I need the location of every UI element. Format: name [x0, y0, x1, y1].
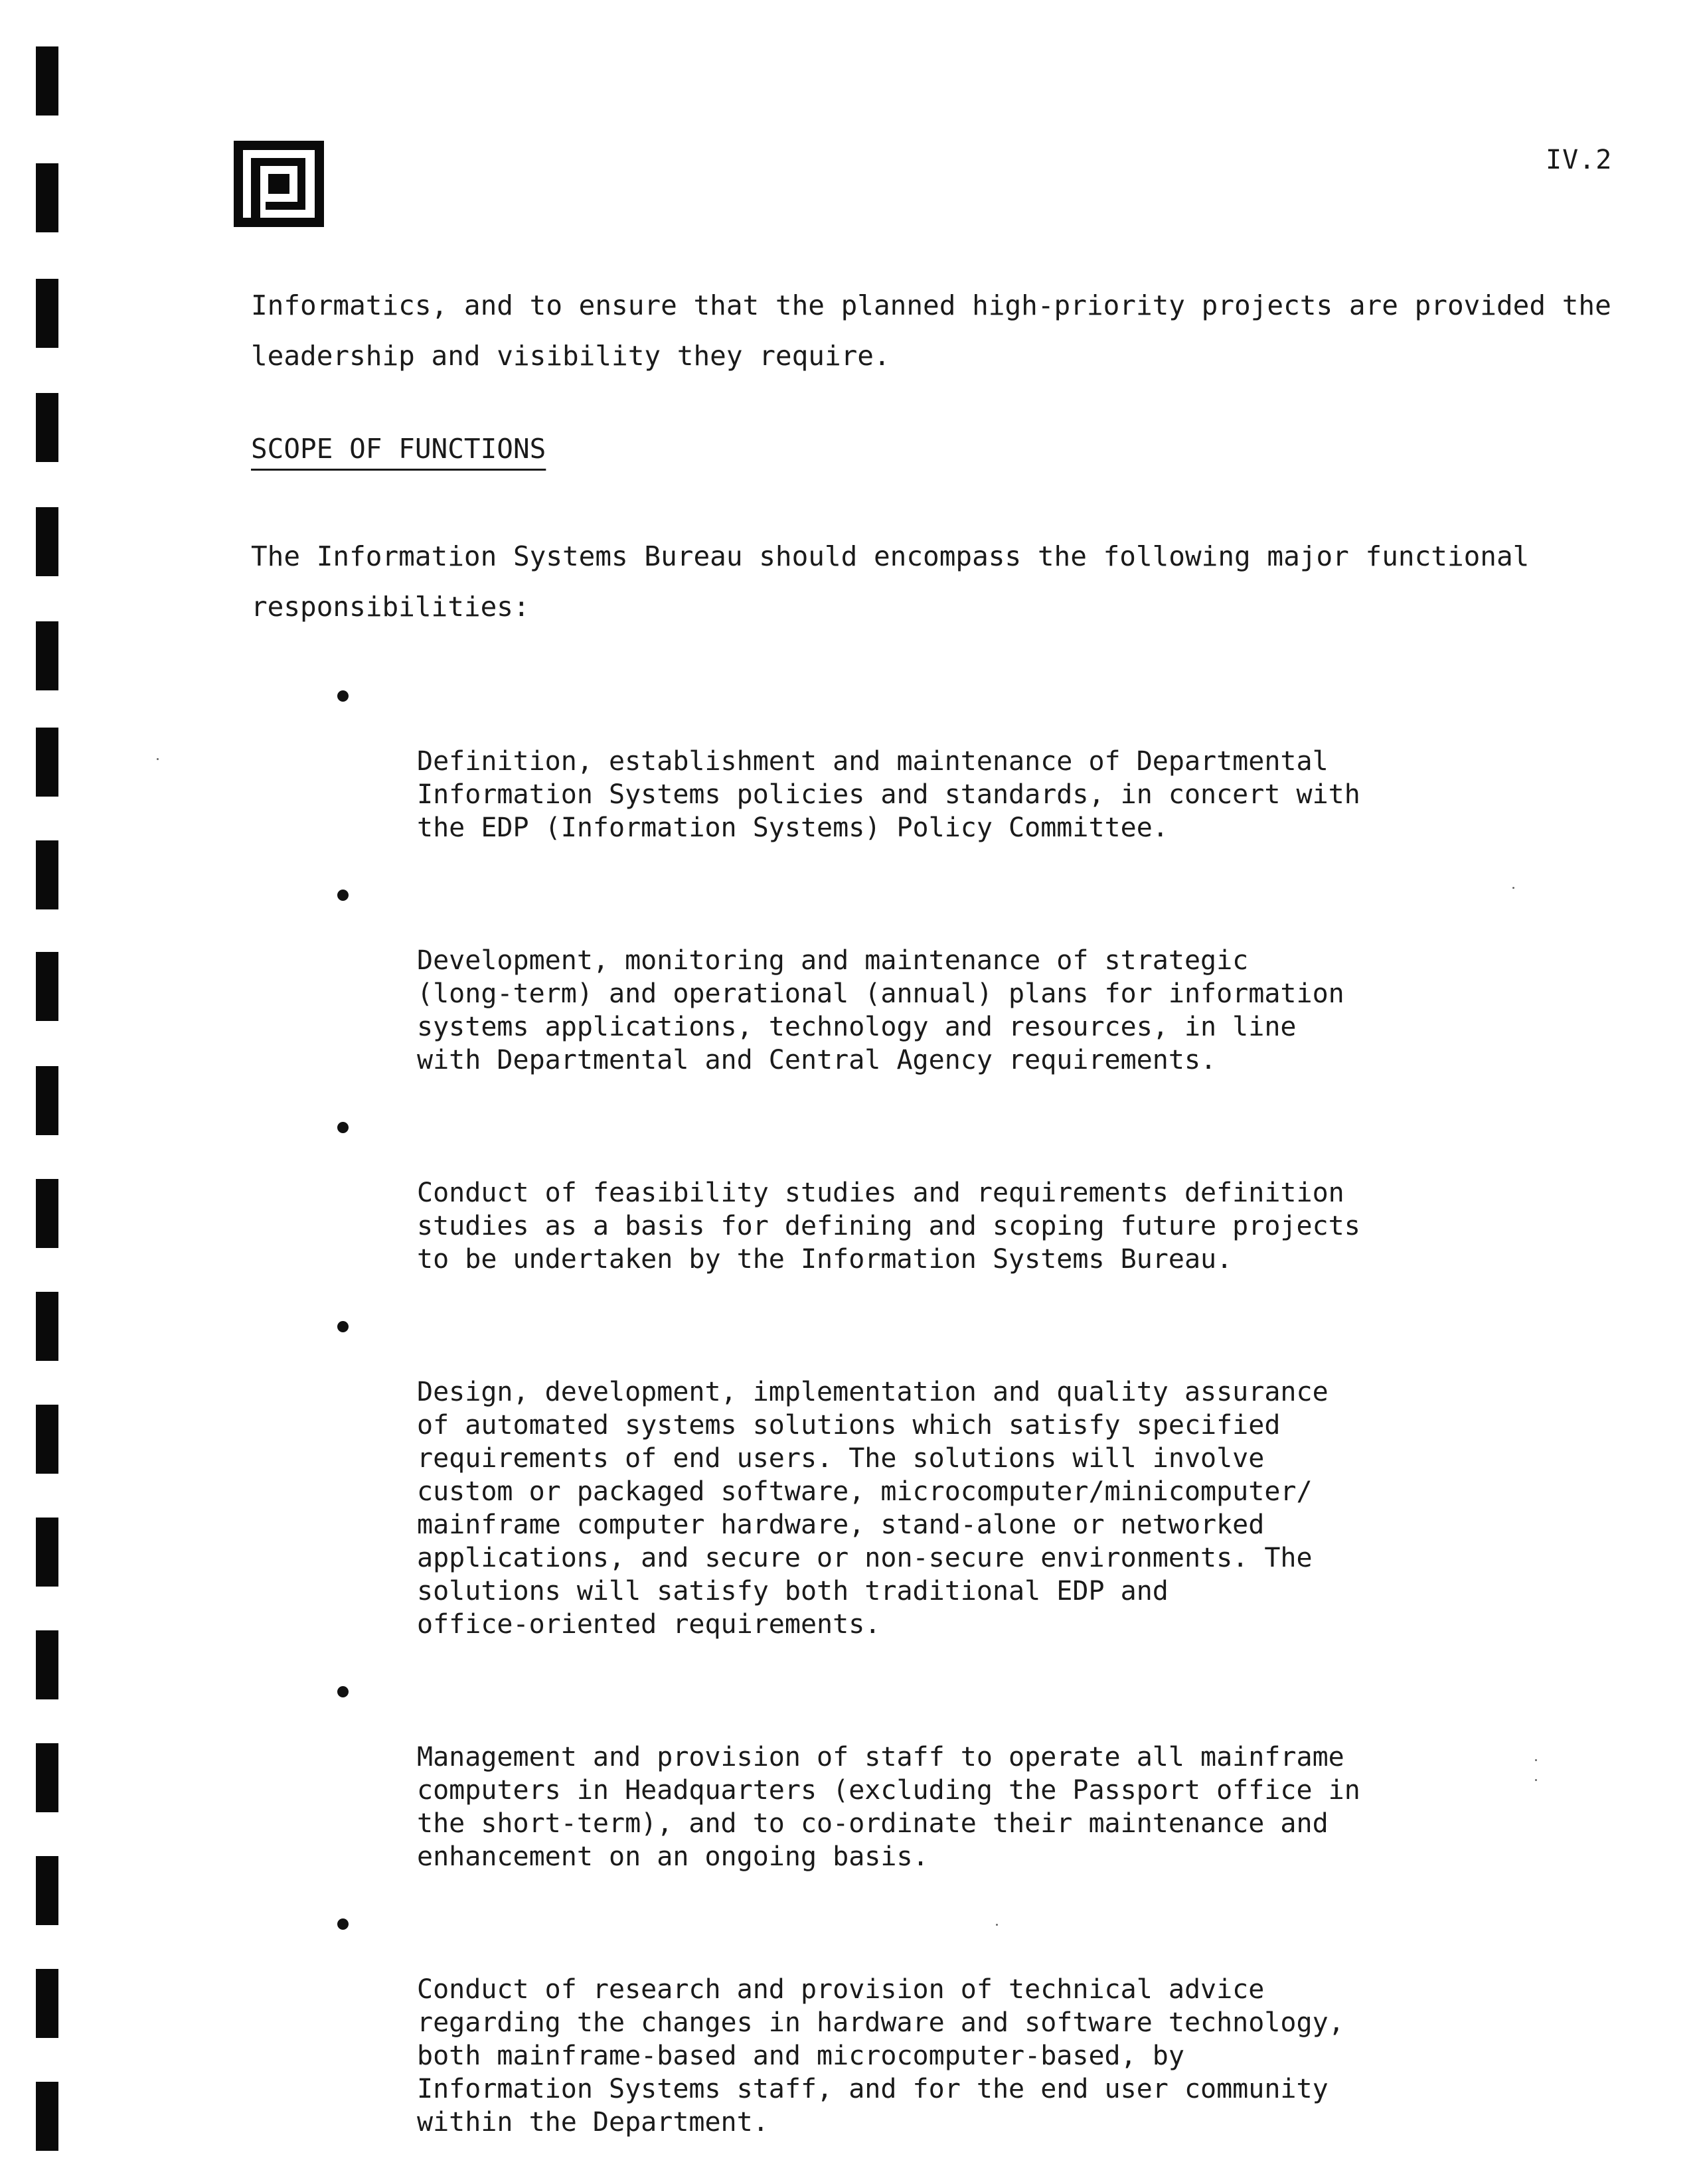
responsibilities-list — [319, 678, 1487, 2172]
scan-speck — [1535, 1759, 1537, 1761]
bullet-icon — [337, 1686, 349, 1697]
binder-hole — [36, 1292, 58, 1361]
binder-hole — [36, 1405, 58, 1474]
binder-hole — [36, 952, 58, 1021]
binder-hole — [36, 507, 58, 576]
binder-hole — [36, 1179, 58, 1248]
binder-hole — [36, 2082, 58, 2151]
list-item — [319, 1110, 1487, 1276]
list-item — [319, 678, 1487, 844]
scan-speck — [157, 758, 159, 760]
list-item — [319, 878, 1487, 1077]
binder-hole — [36, 1518, 58, 1587]
bullet-icon — [337, 890, 349, 901]
bullet-icon — [337, 1918, 349, 1930]
square-spiral-logo-icon — [234, 141, 324, 227]
binder-hole — [36, 1066, 58, 1135]
list-item-text: Development, monitoring and maintenance of strategic (long-term) and operational (annual) plans for information systems applications, technology and resources, in line with Departmental and Central Agency requirements. — [417, 945, 1344, 1075]
binder-hole — [36, 1743, 58, 1812]
binder-hole — [36, 46, 58, 116]
binder-hole — [36, 840, 58, 909]
binder-hole — [36, 1969, 58, 2038]
lead-paragraph: The Information Systems Bureau should encompass the following major functional responsibilities: — [251, 540, 1530, 623]
binder-hole — [36, 621, 58, 690]
binder-hole — [36, 728, 58, 797]
list-item — [319, 1907, 1487, 2139]
list-item-text: Conduct of feasibility studies and requirements definition studies as a basis for defining and scoping future projects to be undertaken by the Information Systems Bureau. — [417, 1178, 1360, 1275]
scan-speck — [1535, 1779, 1537, 1781]
binder-hole — [36, 1630, 58, 1699]
binder-hole — [36, 1856, 58, 1925]
binder-hole — [36, 279, 58, 348]
list-item — [319, 1309, 1487, 1641]
binder-hole — [36, 163, 58, 232]
binder-hole — [36, 393, 58, 462]
list-item — [319, 1674, 1487, 1873]
section-heading: SCOPE OF FUNCTIONS — [251, 433, 546, 465]
scan-speck — [996, 1924, 998, 1926]
scan-speck — [1512, 887, 1514, 889]
list-item-text: Management and provision of staff to operate all mainframe computers in Headquarters (excluding the Passport office in the short-term), and to co-ordinate their maintenance and enhancement on an ongoing basis. — [417, 1742, 1360, 1872]
intro-paragraph: Informatics, and to ensure that the planned high-priority projects are provided the leadership and visibility they require. — [251, 289, 1611, 372]
bullet-icon — [337, 1122, 349, 1133]
bullet-icon — [337, 690, 349, 702]
bullet-icon — [337, 1321, 349, 1332]
list-item-text: Design, development, implementation and quality assurance of automated systems solutions which satisfy specified requirements of end users. The solutions will involve custom or packaged software, microcomputer/minicomputer/ mainframe computer hardware, stand-alone or networked applications, and secure or non-secure environments. The solutions will satisfy both traditional EDP and office-oriented requirements. — [417, 1377, 1329, 1640]
list-item-text: Definition, establishment and maintenance of Departmental Information Systems policies and standards, in concert with the EDP (Information Systems) Policy Committee. — [417, 746, 1360, 843]
page-number: IV.2 — [1546, 145, 1613, 175]
binder-margin — [0, 0, 60, 2184]
list-item-text: Conduct of research and provision of technical advice regarding the changes in hardware and software technology, both mainframe-based and microcomputer-based, by Information Systems staff, and for the end user community within the Department. — [417, 1974, 1344, 2138]
